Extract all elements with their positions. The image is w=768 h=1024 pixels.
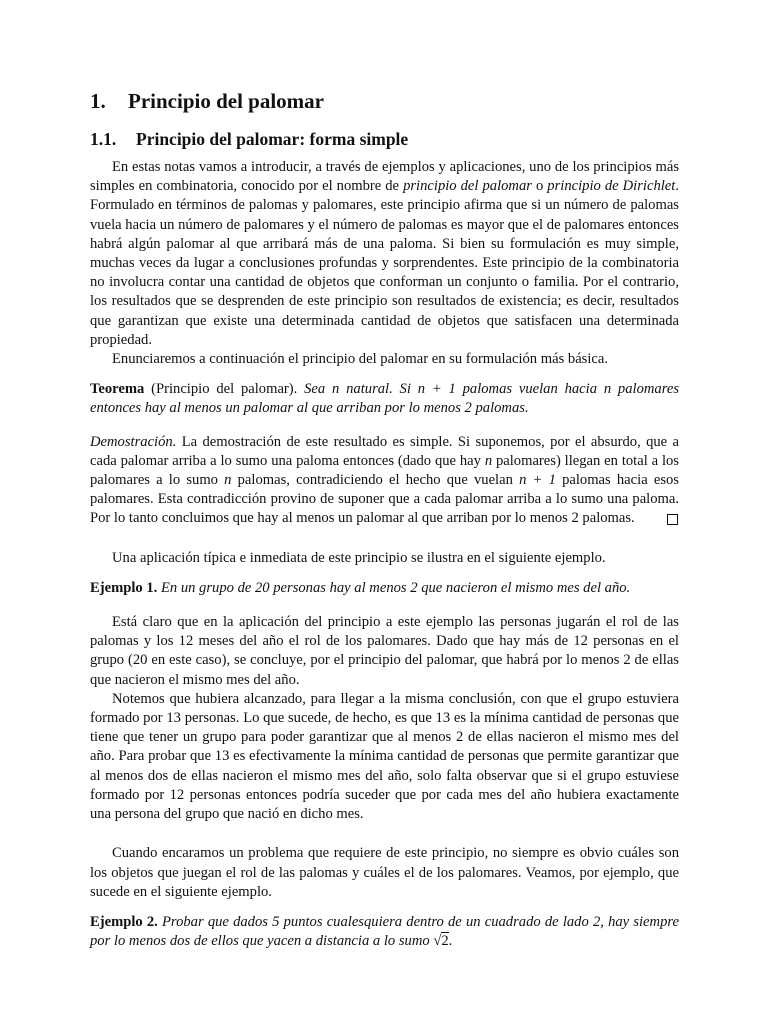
statement-paragraph: Enunciaremos a continuación el principio del palomar en su formulación más básica. <box>112 351 609 368</box>
text-run: o <box>531 178 548 195</box>
radical-sign: √ <box>433 933 442 950</box>
text-run: palomas hacia esos palomares. Esta contradicción provino de suponer que a cada palomar arriba a lo sumo una paloma. Por lo tanto concluimos que hay al menos un palomar al que arriban por lo menos 2 palomas. <box>90 472 679 527</box>
proof-label: Demostración. <box>90 433 177 450</box>
proof-block <box>90 433 679 529</box>
subsection-heading <box>90 128 679 150</box>
statement-end: . <box>448 933 453 950</box>
subsection-title: Principio del palomar: forma simple <box>136 129 409 149</box>
math-var: n <box>224 472 232 489</box>
text-run: palomas, contradiciendo el hecho que vuelan <box>231 472 520 489</box>
example1-statement: En un grupo de 20 personas hay al menos 2 que nacieron el mismo mes del año. <box>160 579 631 596</box>
intro-paragraph <box>90 158 679 350</box>
qed-square-icon <box>667 514 678 525</box>
minimality-paragraph: Notemos que hubiera alcanzado, para llegar a la misma conclusión, con que el grupo estuviera formado por 13 personas. Lo que sucede, de hecho, es que 13 es la mínima cantidad de personas que tiene que tener un grupo para poder garantizar que al menos 2 de ellas nacieron el mismo mes del año. Para probar que 13 es efectivamente la mínima cantidad de personas que permite garantizar que al menos dos de ellas nacieron el mismo mes del año, solo falta observar que si el grupo estuviese formado por 12 personas entonces podría suceder que por cada mes del año hubiera exactamente una persona del grupo que nació en dicho mes. <box>90 690 679 823</box>
theorem-statement: Sea n natural. Si n + 1 palomas vuelan hacia n palomares entonces hay al menos un palomar al que arriban por lo menos 2 palomas. <box>90 381 680 417</box>
example1-label: Ejemplo 1. <box>90 579 158 596</box>
example2-label: Ejemplo 2. <box>90 913 158 930</box>
sqrt-expression <box>433 932 448 949</box>
text-run: . Formulado en términos de palomas y palomares, este principio afirma que si un número de palomas vuela hacia un número de palomares y el número de palomas es mayor que el de palomares entonces habrá algún palomar al que arribará más de una paloma. Si bien su formulación es muy simple, muchas veces da lugar a conclusiones profundas y sorprendentes. Este principio de la combinatoria no involucra contar una cantidad de objetos que conforman un conjunto o familia. Por el contrario, los resultados que se desprenden de este principio son resultados de existencia; es decir, resultados que garantizan que existe una determinada cantidad de objetos que satisfacen una determinada propiedad. <box>90 178 679 348</box>
emphasis-term: principio del palomar <box>403 178 532 195</box>
radicand: 2 <box>441 933 449 950</box>
closing-paragraph: Cuando encaramos un problema que requiere de este principio, no siempre es obvio cuáles son los objetos que juegan el rol de las palomas y cuáles el de los palomares. Veamos, por ejemplo, que sucede en el siguiente ejemplo. <box>90 845 679 900</box>
section-heading <box>90 88 679 114</box>
text-run: La demostración de este resultado es simple. Si suponemos, por el absurdo, que a cada palomar arriba a lo sumo una paloma entonces (dado que hay <box>90 433 679 469</box>
theorem-name: (Principio del palomar). <box>144 381 298 398</box>
transition-paragraph: Una aplicación típica e inmediata de este principio se ilustra en el siguiente ejemplo. <box>112 549 606 566</box>
math-var: n <box>484 452 493 469</box>
example2-block <box>90 913 679 951</box>
subsection-number: 1.1. <box>90 129 117 149</box>
theorem-block <box>90 380 679 418</box>
math-expression: n + 1 <box>519 472 556 489</box>
emphasis-term: principio de Dirichlet <box>547 178 676 195</box>
section-title: Principio del palomar <box>128 89 324 113</box>
section-number: 1. <box>90 89 106 113</box>
theorem-label: Teorema <box>90 381 145 398</box>
page-content <box>90 88 679 951</box>
example1-block <box>90 579 679 598</box>
example1-explanation: Está claro que en la aplicación del principio a este ejemplo las personas jugarán el rol de las palomas y los 12 meses del año el rol de los palomares. Dado que hay más de 12 personas en el grupo (20 en este caso), se concluye, por el principio del palomar, que habrá por lo menos 2 de ellas que nacieron el mismo mes del año. <box>90 614 679 688</box>
text-run: En estas notas vamos a introducir, a través de ejemplos y aplicaciones, uno de los principios más simples en combinatoria, conocido por el nombre de <box>90 159 679 195</box>
text-run: palomares) llegan en total a los palomares a lo sumo <box>90 452 679 489</box>
example2-statement: Probar que dados 5 puntos cualesquiera dentro de un cuadrado de lado 2, hay siempre por lo menos dos de ellos que yacen a distancia a lo sumo <box>90 913 679 950</box>
